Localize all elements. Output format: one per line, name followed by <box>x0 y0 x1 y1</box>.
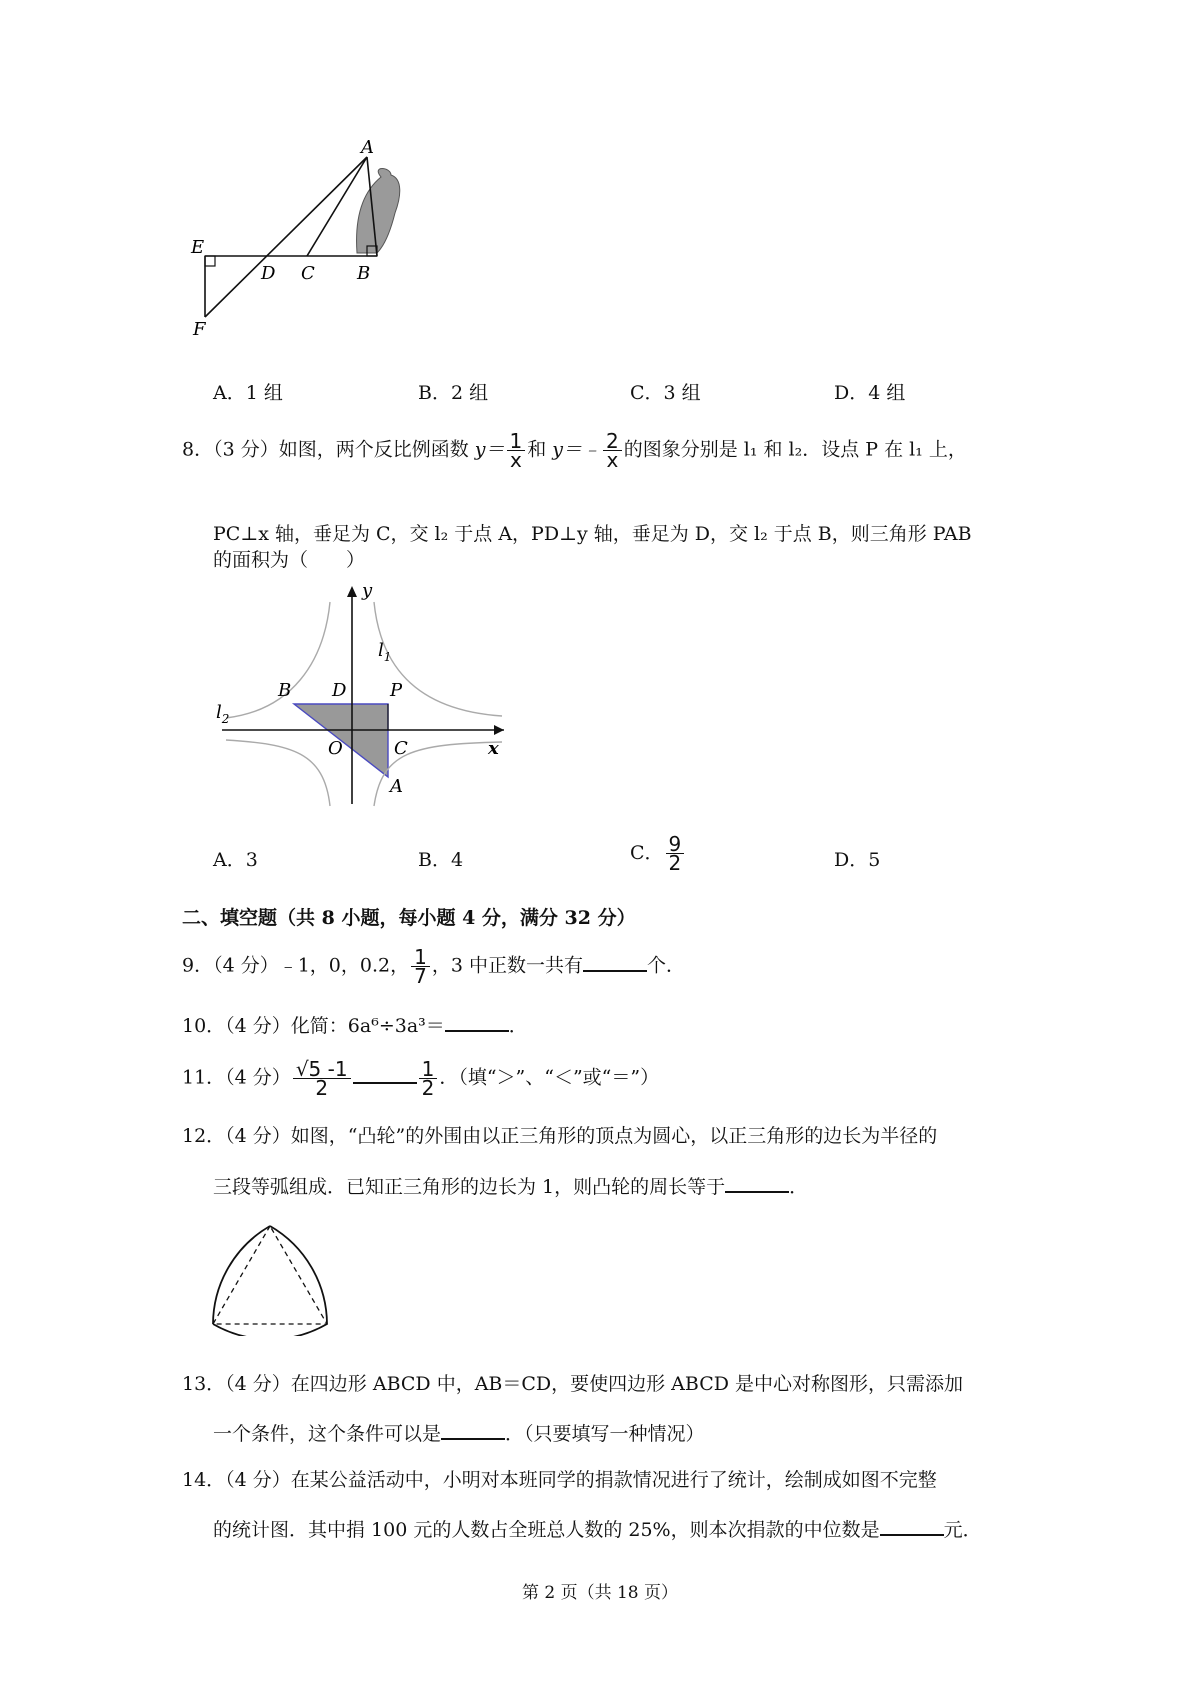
page-footer: 第 2 页（共 18 页） <box>521 1583 679 1603</box>
q8-label-d: D <box>332 680 347 701</box>
q11-blank[interactable] <box>353 1064 417 1084</box>
q14-blank[interactable] <box>880 1516 944 1536</box>
q8-label-l2: $l_2$ <box>216 702 230 726</box>
q8-option-c-frac: $\frac{9}{2}$ <box>666 835 685 872</box>
q7-figure <box>185 135 425 345</box>
q8-frac1: $\frac{1}{x}$ <box>507 432 526 469</box>
q8-y1: y＝ <box>474 438 505 461</box>
q8-label-o: O <box>328 738 343 759</box>
q7-option-d: D．4 组 <box>834 382 906 404</box>
q7-label-e: E <box>191 237 205 258</box>
q7-label-a: A <box>361 137 374 158</box>
q13-blank[interactable] <box>441 1420 505 1440</box>
q11-line: 11．（4 分） $\frac{√5 -1}{2}$ $\frac{1}{2}$ ．（填“＞”、“＜”或“＝”） <box>182 1057 660 1100</box>
q7-option-b: B．2 组 <box>418 382 489 404</box>
q8-label-a: A <box>390 776 403 797</box>
q7-label-f: F <box>193 319 206 340</box>
q14-line1: 14．（4 分）在某公益活动中，小明对本班同学的捐款情况进行了统计，绘制成如图不完整 <box>182 1469 937 1491</box>
q7-label-c: C <box>301 263 315 284</box>
q7-label-d: D <box>261 263 276 284</box>
q8-label-y: y <box>362 582 373 601</box>
q8-figure <box>212 582 512 812</box>
q8-mid: 和 <box>527 438 553 461</box>
q8-prefix: 8．（3 分）如图，两个反比例函数 <box>182 438 475 461</box>
q11-frac1: $\frac{√5 -1}{2}$ <box>293 1060 351 1097</box>
q8-option-a: A．3 <box>213 849 258 871</box>
q12-blank[interactable] <box>725 1173 789 1193</box>
q8-option-c: C． $\frac{9}{2}$ <box>630 835 686 872</box>
q13-line2: 一个条件，这个条件可以是 ．（只要填写一种情况） <box>213 1420 705 1446</box>
q8-y2: y＝﹣ <box>552 438 602 461</box>
q7-option-a: A．1 组 <box>213 382 283 404</box>
q9-line: 9．（4 分）﹣1，0，0.2， $\frac{1}{7}$ ，3 中正数一共有 个． <box>182 945 686 988</box>
q14-line2: 的统计图．其中捐 100 元的人数占全班总人数的 25%，则本次捐款的中位数是 元． <box>213 1516 982 1542</box>
q8-option-d: D．5 <box>834 849 881 871</box>
q8-frac2: $\frac{2}{x}$ <box>603 432 622 469</box>
q7-label-b: B <box>357 263 371 284</box>
q10-line: 10．（4 分）化简：6a⁶÷3a³＝ ． <box>182 1012 528 1038</box>
q8-label-p: P <box>390 680 403 701</box>
q8-label-b: B <box>278 680 292 701</box>
q9-blank[interactable] <box>583 952 647 972</box>
q12-figure <box>205 1218 335 1336</box>
q8-suffix: 的图象分别是 l₁ 和 l₂．设点 P 在 l₁ 上， <box>623 438 967 461</box>
q8-line1 <box>182 429 967 472</box>
q8-line3: 的面积为（ ） <box>213 549 366 571</box>
q7-option-c: C．3 组 <box>630 382 701 404</box>
q8-label-l1: $l_1$ <box>378 640 392 664</box>
q8-line2: PC⊥x 轴，垂足为 C，交 l₂ 于点 A，PD⊥y 轴，垂足为 D，交 l₂ 于点 B，则三角形 PAB <box>213 523 972 545</box>
section-title: 二、填空题（共 8 小题，每小题 4 分，满分 32 分） <box>182 907 636 929</box>
q8-option-b: B．4 <box>418 849 464 871</box>
q12-line2: 三段等弧组成．已知正三角形的边长为 1，则凸轮的周长等于 ． <box>213 1173 808 1199</box>
q11-frac2: $\frac{1}{2}$ <box>419 1060 438 1097</box>
q9-frac: $\frac{1}{7}$ <box>411 948 430 985</box>
q8-label-c: C <box>394 738 408 759</box>
q10-blank[interactable] <box>445 1012 509 1032</box>
q12-line1: 12．（4 分）如图，“凸轮”的外围由以正三角形的顶点为圆心，以正三角形的边长为半径的 <box>182 1125 938 1147</box>
q8-label-x: x <box>488 738 499 759</box>
q13-line1: 13．（4 分）在四边形 ABCD 中，AB＝CD，要使四边形 ABCD 是中心对称图形，只需添加 <box>182 1373 964 1395</box>
